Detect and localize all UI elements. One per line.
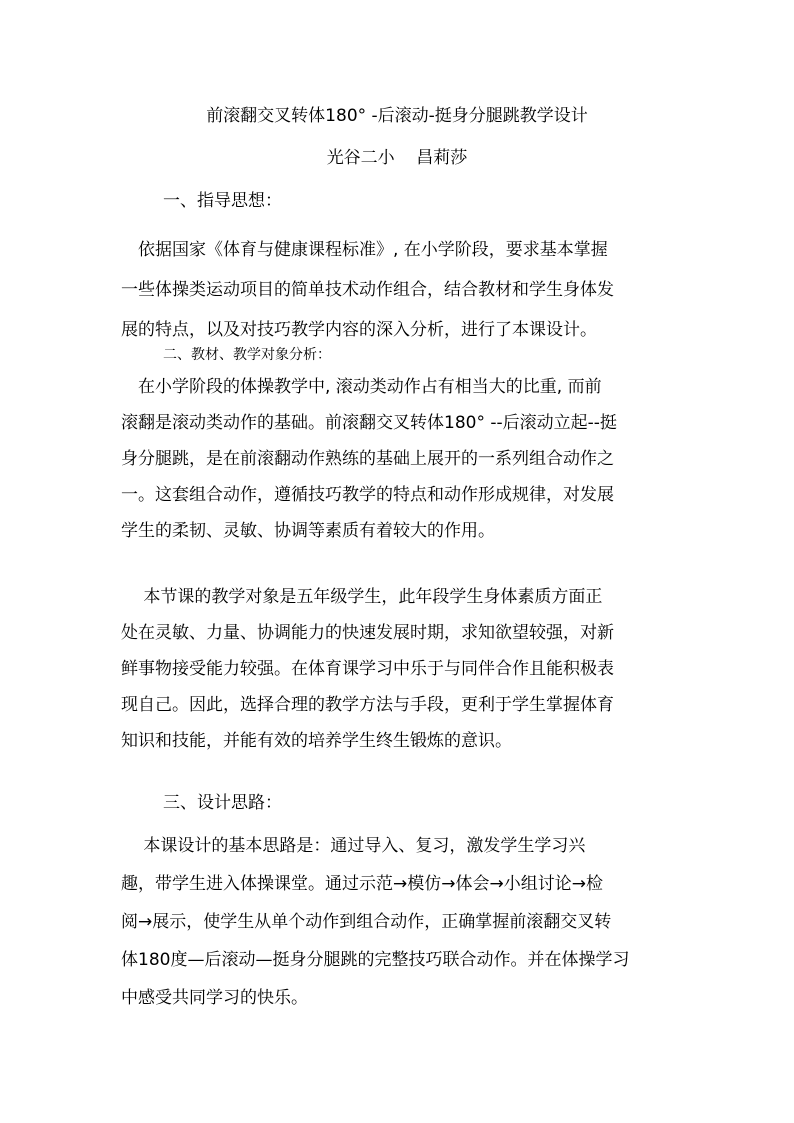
section-heading-design-ideas: 三、设计思路： <box>163 793 282 813</box>
paragraph-line: 一。这套组合动作，遵循技巧教学的特点和动作形成规律，对发展 <box>121 485 614 505</box>
document-title: 前滚翻交叉转体180° -后滚动-挺身分腿跳教学设计 <box>206 106 588 126</box>
paragraph-teaching-object <box>121 579 666 759</box>
paragraph-material-analysis <box>121 369 666 549</box>
paragraph-line: 滚翻是滚动类动作的基础。前滚翻交叉转体180° --后滚动立起--挺 <box>121 413 617 433</box>
paragraph-line: 鲜事物接受能力较强。在体育课学习中乐于与同伴合作且能积极表 <box>121 659 614 679</box>
paragraph-line: 知识和技能，并能有效的培养学生终生锻炼的意识。 <box>121 731 512 751</box>
section-heading-material-analysis: 二、教材、教学对象分析： <box>163 347 331 363</box>
section-heading-guiding-ideology: 一、指导思想： <box>163 191 282 211</box>
paragraph-line: 中感受共同学习的快乐。 <box>121 988 308 1008</box>
paragraph-line: 趣，带学生进入体操课堂。通过示范→模仿→体会→小组讨论→检 <box>121 874 603 894</box>
paragraph-line: 在小学阶段的体操教学中, 滚动类动作占有相当大的比重, 而前 <box>121 377 602 397</box>
paragraph-line: 体180度—后滚动—挺身分腿跳的完整技巧联合动作。并在体操学习 <box>121 950 630 970</box>
paragraph-line: 本节课的教学对象是五年级学生，此年段学生身体素质方面正 <box>121 587 603 607</box>
paragraph-line: 依据国家《体育与健康课程标准》, 在小学阶段，要求基本掌握 <box>121 240 608 260</box>
paragraph-line: 展的特点，以及对技巧教学内容的深入分析，进行了本课设计。 <box>121 320 597 340</box>
paragraph-design-ideas <box>121 827 666 1017</box>
paragraph-guiding-ideology <box>121 230 666 350</box>
paragraph-line: 本课设计的基本思路是：通过导入、复习，激发学生学习兴 <box>121 836 586 856</box>
document-author: 光谷二小 昌莉莎 <box>326 148 468 168</box>
paragraph-line: 处在灵敏、力量、协调能力的快速发展时期，求知欲望较强，对新 <box>121 623 614 643</box>
paragraph-line: 学生的柔韧、灵敏、协调等素质有着较大的作用。 <box>121 521 495 541</box>
paragraph-line: 现自己。因此，选择合理的教学方法与手段，更利于学生掌握体育 <box>121 695 614 715</box>
paragraph-line: 阅→展示，使学生从单个动作到组合动作，正确掌握前滚翻交叉转 <box>121 912 612 932</box>
paragraph-line: 身分腿跳，是在前滚翻动作熟练的基础上展开的一系列组合动作之 <box>121 449 614 469</box>
paragraph-line: 一些体操类运动项目的简单技术动作组合，结合教材和学生身体发 <box>121 280 614 300</box>
